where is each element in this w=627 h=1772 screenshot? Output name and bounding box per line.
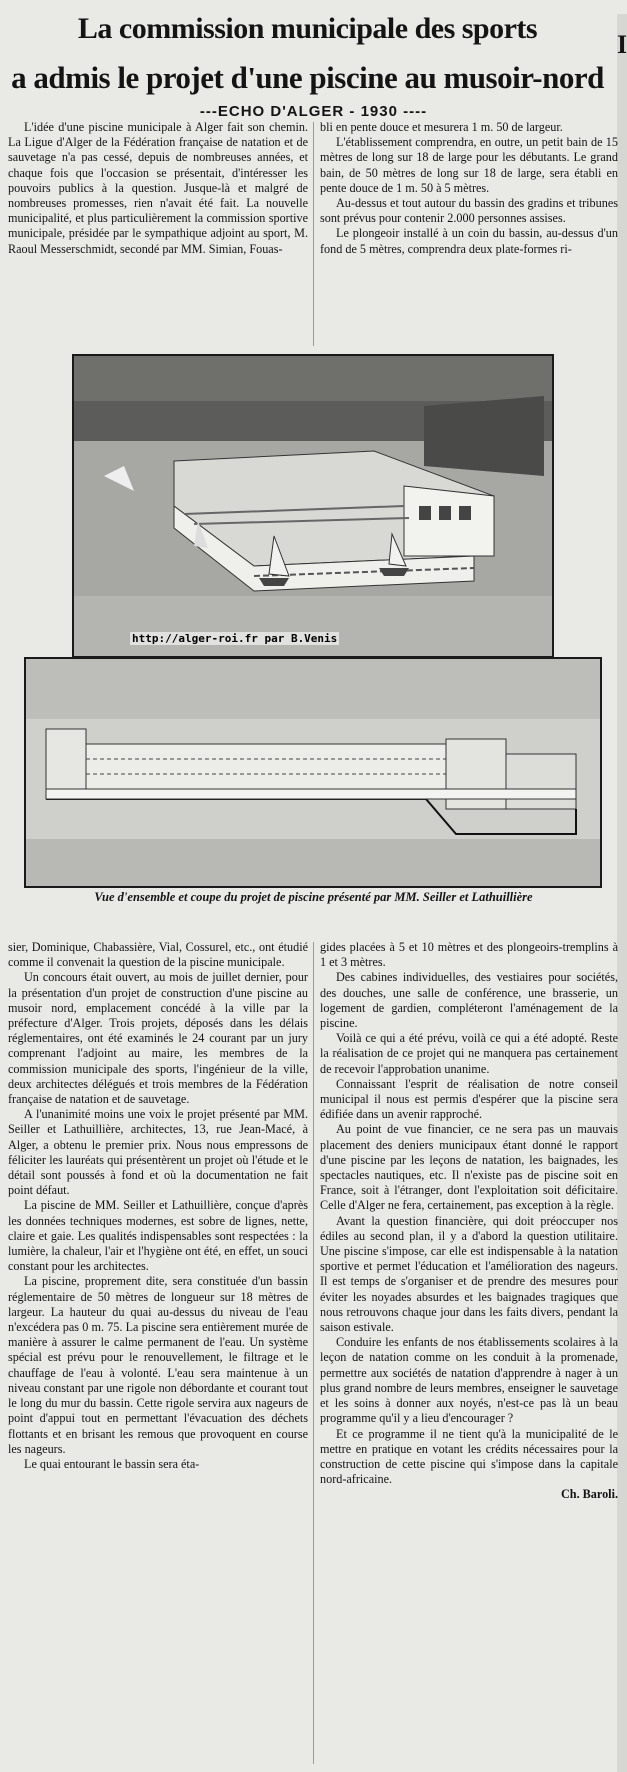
paragraph: Avant la question financière, qui doit préoccuper nos édiles au second plan, il y a d'abord la question utilitaire. Une piscine s'impose, car elle est indispensable à la natation sportive et permet l'éducation et l'amélioration des nageurs. Il est temps de s'organiser et de prendre des mesures pour éviter les noyades absurdes et les baignades tragiques que nous retrouvons chaque jour dans les faits divers, pendant la saison estivale. <box>320 1213 618 1335</box>
column-rule-top <box>313 122 314 346</box>
column-rule-bottom <box>313 942 314 1764</box>
paragraph: sier, Dominique, Chabassière, Vial, Cossurel, etc., ont étudié comme il convenait la question de la piscine municipale. <box>8 940 308 970</box>
paragraph: Et ce programme il ne tient qu'à la municipalité de le mettre en pratique en votant les crédits nécessaires pour la construction de cette piscine qui s'impose dans la capitale nord-africaine. <box>320 1426 618 1487</box>
headline-line-2: a admis le projet d'une piscine au musoir-nord <box>11 60 604 95</box>
paragraph: Le plongeoir installé à un coin du bassin, au-dessus d'un fond de 5 mètres, comprendra deux plate-formes ri- <box>320 226 618 256</box>
paragraph: A l'unanimité moins une voix le projet présenté par MM. Seiller et Lathuillière, architectes, 13, rue Jean-Macé, à Alger, a obtenu le premier prix. Nous nous empressons de féliciter les lauréats qui présentèrent un projet où l'étude et le détail sont poussés à fond et où la documentation ne fait point défaut. <box>8 1107 308 1198</box>
section-drawing <box>26 659 600 886</box>
headline-line-1: La commission municipale des sports <box>77 12 538 45</box>
paragraph: Au point de vue financier, ce ne sera pas un mauvais placement des deniers municipaux étant donné le rapport d'une piscine par les leçons de natation, les baignades, les spectacles nautiques, etc. Il n'existe pas de piscine soit en France, soit à l'étranger, dont l'exploitation soit déficitaire. Celle d'Alger ne fera, certainement, pas exception à la règle. <box>320 1122 618 1213</box>
paragraph: gides placées à 5 et 10 mètres et des plongeoirs-tremplins à 1 et 3 mètres. <box>320 940 618 970</box>
paragraph: Des cabines individuelles, des vestiaires pour sociétés, des douches, une salle de conférence, une brasserie, un logement de gardien, compléteront l'aménagement de la piscine. <box>320 970 618 1031</box>
source-dateline: ---ECHO D'ALGER - 1930 ---- <box>199 103 428 120</box>
paragraph: Le quai entourant le bassin sera éta- <box>24 1456 200 1471</box>
perspective-drawing <box>74 356 552 656</box>
paragraph: Conduire les enfants de nos établissements scolaires à la leçon de natation comme on les conduit à la promenade, permettre aux sociétés de natation d'apprendre à nager à un plus grand nombre de leurs membres, enseigner le sauvetage et les soins à donner aux noyés, n'est-ce pas là un beau programme qu'il y a lieu d'encourager ? <box>320 1335 618 1426</box>
paragraph: La piscine de MM. Seiller et Lathuillière, conçue d'après les données techniques modernes, est sobre de lignes, nette, claire et gaie. Les qualités indispensables sont respectées : la lumière, la chaleur, l'air et l'hygiène ont été, en effet, un souci constant pour les architectes. <box>8 1198 308 1274</box>
paragraph: Au-dessus et tout autour du bassin des gradins et tribunes sont prévus pour contenir 2.000 personnes assises. <box>320 196 618 226</box>
column-1-top <box>8 120 308 348</box>
illustration-caption: Vue d'ensemble et coupe du projet de piscine présenté par MM. Seiller et Lathuillière <box>94 890 533 904</box>
author-signature: Ch. Baroli. <box>561 1487 618 1502</box>
paragraph: L'idée d'une piscine municipale à Alger fait son chemin. La Ligue d'Alger de la Fédération française de natation et de sauvetage n'a pas cessé, depuis de nombreuses années, et chaque fois que l'occasion se présentait, d'intéresser les pouvoirs publics à la question. Jusque-là et malgré de nombreuses promesses, rien n'avait été fait. La nouvelle municipalité, et plus particulièrement la commission sportive municipale, présidée par le sympathique adjoint au sport, M. Raoul Messerschmidt, secondé par MM. Simian, Fouas- <box>8 120 308 256</box>
pool-perspective-illustration <box>72 354 554 658</box>
column-2-bottom <box>320 940 618 1766</box>
column-2-top <box>320 120 618 348</box>
paragraph: Connaissant l'esprit de réalisation de notre conseil municipal il nous est permis d'espérer que la piscine sera édifiée dans un avenir rapproché. <box>320 1076 618 1122</box>
paragraph: Voilà ce qui a été prévu, voilà ce qui a été adopté. Reste la réalisation de ce projet qui ne manquera pas certainement de recevoir l'approbation unanime. <box>320 1031 618 1076</box>
paragraph: bli en pente douce et mesurera 1 m. 50 de largeur. <box>320 120 563 134</box>
column-1-bottom <box>8 940 308 1766</box>
website-watermark: http://alger-roi.fr par B.Venis <box>132 632 338 645</box>
paragraph: La piscine, proprement dite, sera constituée d'un bassin réglementaire de 50 mètres de longueur sur 18 mètres de largeur. La hauteur du quai au-dessus du niveau de l'eau n'excédera pas 0 m. 75. La piscine sera entièrement murée de manière à assurer le calme permanent de l'eau. Un système spécial est prévu pour le renouvellement, le filtrage et le chauffage de l'eau à volonté. L'eau sera maintenue à un niveau constant par une rigole non débordante et courant tout le long du mur du bassin. Cette rigole servira aux nageurs de point d'appui tout en permettant l'évacuation des déchets flottants et en brisant les remous que provoquent en course les nageurs. <box>8 1274 308 1456</box>
pool-cross-section-drawing <box>24 657 602 888</box>
adjacent-column-edge <box>617 14 627 1772</box>
paragraph: L'établissement comprendra, en outre, un petit bain de 15 mètres de long sur 18 de large pour les débutants. Le grand bain, de 50 mètres de long sur 18 de large, sera établi en pente douce de 1 m. 50 à 5 mètres. <box>320 135 618 195</box>
paragraph: Un concours était ouvert, au mois de juillet dernier, pour la présentation d'un projet de construction d'une piscine au musoir nord, emplacement concédé à la ville par la préfecture d'Alger. Trois projets, déposés dans les délais réglementaires, ont été examinés le 24 courant par un jury comprenant l'adjoint au maire, les membres de la commission municipale des sports, l'ingénieur de la ville, deux architectes délégués et trois membres de la Fédération française de natation et de sauvetage. <box>8 970 308 1107</box>
adjacent-column-letter: I <box>617 30 627 59</box>
